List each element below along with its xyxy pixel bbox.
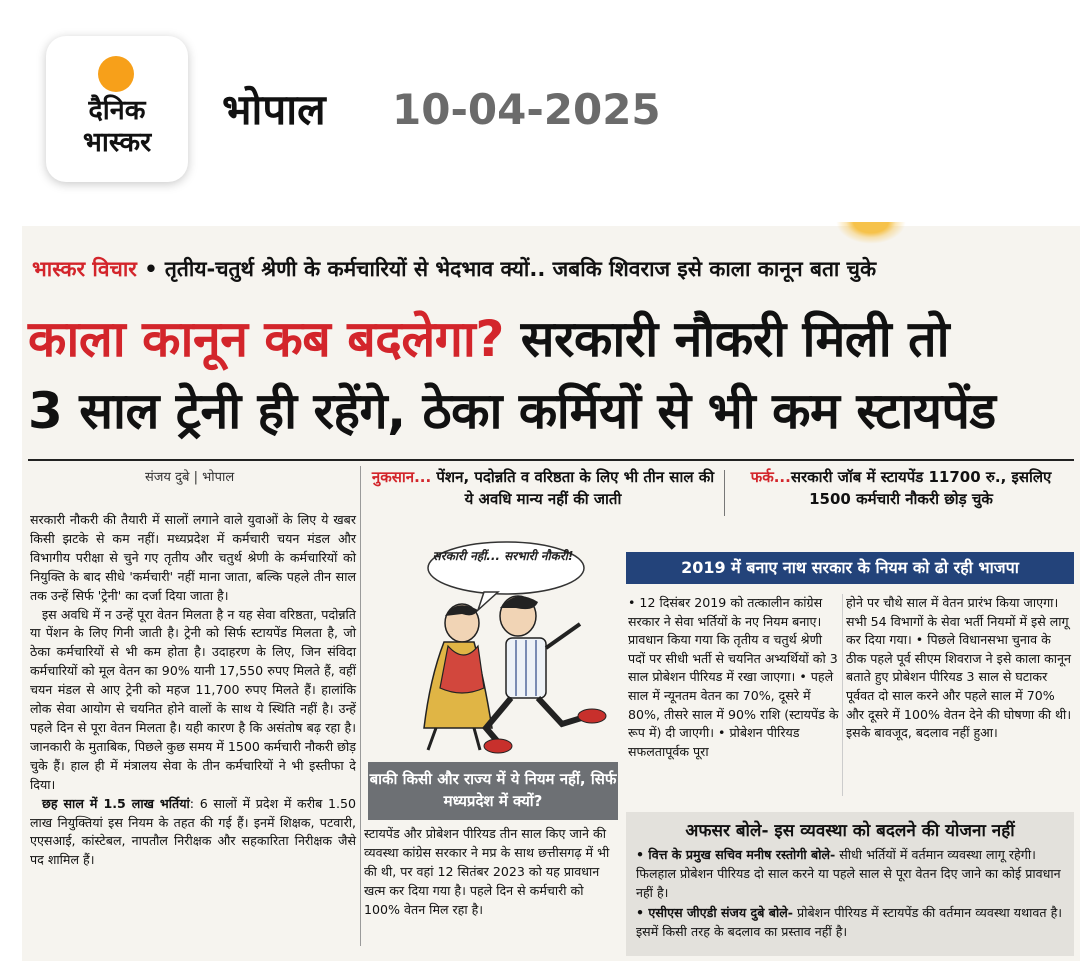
headline-black: सरकारी नौकरी मिली तो	[503, 310, 950, 368]
kicker-text: • तृतीय-चतुर्थ श्रेणी के कर्मचारियों से भेदभाव क्यों.. जबकि शिवराज इसे काला कानून बता चुके	[136, 257, 877, 281]
headline-line2: 3 साल ट्रेनी ही रहेंगे, ठेका कर्मियों से भी कम स्टायपेंड	[28, 382, 996, 440]
box-2019-col2: होने पर चौथे साल में वेतन प्रारंभ किया जाएगा। सभी 54 विभागों के सेवा भर्ती नियमों में इसे लागू कर दिया गया। • पिछले विधानसभा चुनाव के ठीक पहले पूर्व सीएम शिवराज ने इसे काला कानून बताते हुए प्रोबेशन पीरियड 3 साल से घटाकर पूर्ववत दो साल करने और पहले साल में 70% और दूसरे में 100% वेतन देने की घोषणा की थी। इसके बावजूद, बदलाव नहीं हुआ।	[846, 595, 1072, 741]
byline: संजय दुबे | भोपाल	[145, 470, 235, 485]
headline-rule	[28, 459, 1074, 461]
nuksan-text: पेंशन, पदोन्नति व वरिष्ठता के लिए भी तीन साल की ये अवधि मान्य नहीं की जाती	[431, 468, 715, 508]
nuksan-label: नुकसान...	[371, 468, 432, 486]
official-quote	[636, 904, 1066, 942]
edition-date: 10-04-2025	[392, 85, 661, 134]
headline-line1	[28, 308, 949, 370]
fark-kicker	[730, 466, 1072, 510]
official-quote-text: सीधी भर्तियों में वर्तमान व्यवस्था लागू रहेगी। फिलहाल प्रोबेशन पीरियड दो साल करने या पहले साल से पूरा वेतन दिए जाने का कोई प्रावधान नहीं है।	[636, 847, 1061, 900]
box-2019-title: 2019 में बनाए नाथ सरकार के नियम को ढो रही भाजपा	[626, 552, 1074, 584]
gray-question-box: बाकी किसी और राज्य में ये नियम नहीं, सिर्फ मध्यप्रदेश में क्यों?	[368, 762, 618, 820]
officials-box-text	[636, 846, 1066, 944]
logo-text-line1: दैनिक	[88, 95, 146, 126]
column-divider	[360, 466, 361, 946]
cartoon-caption: सरकारी नहीं... सरभारी नौकरी!	[432, 549, 574, 563]
sun-icon	[98, 56, 134, 92]
edition-city: भोपाल	[222, 85, 326, 134]
left-subhead-text: : 6 सालों में प्रदेश में करीब 1.50 लाख नियुक्तियां इस नियम के तहत की गई हैं। इनमें शिक्षक, पटवारी, एएसआई, कांस्टेबल, नापतौल निरीक्षक और सहकारिता निरीक्षक जैसे पद शामिल हैं।	[30, 795, 356, 868]
sun-rays-decoration	[836, 222, 906, 244]
official-quote	[636, 846, 1066, 902]
app-header	[0, 0, 1080, 225]
kicker-divider	[724, 470, 725, 516]
logo-text-line2: भास्कर	[82, 127, 152, 158]
kicker-label: भास्कर विचार	[32, 257, 137, 281]
officials-box-title: अफसर बोले- इस व्यवस्था को बदलने की योजना नहीं	[685, 821, 1015, 841]
fark-text: सरकारी जॉब में स्टायपेंड 11700 रु., इसलिए 1500 कर्मचारी नौकरी छोड़ चुके	[790, 468, 1052, 508]
left-column-text	[30, 511, 356, 870]
official-quote-speaker: • एसीएस जीएडी संजय दुबे बोले-	[636, 905, 794, 921]
box-2019-col1: • 12 दिसंबर 2019 को तत्कालीन कांग्रेस सरकार ने सेवा भर्तियों के नए नियम बनाए। प्रावधान किया गया कि तृतीय व चतुर्थ श्रेणी पदों पर सीधी भर्ती से चयनित अभ्यर्थियों को 3 साल प्रोबेशन पीरियड में रखा जाएगा। • पहले साल में न्यूनतम वेतन का 70%, दूसरे में 80%, तीसरे साल में 90% राशि (स्टायपेंड के रूप में) दी जाएगी। • प्रोबेशन पीरियड सफलतापूर्वक पूरा	[628, 595, 839, 759]
official-quote-text: प्रोबेशन पीरियड में स्टायपेंड की वर्तमान व्यवस्था यथावत है। इसमें किसी तरह के बदलाव का प्रस्ताव नहीं है।	[636, 905, 1063, 940]
left-paragraph-last	[30, 795, 356, 871]
kicker-line	[32, 254, 1072, 284]
nuksan-kicker	[368, 466, 718, 510]
box-2019-divider	[842, 594, 843, 796]
left-paragraph: सरकारी नौकरी की तैयारी में सालों लगाने वाले युवाओं के लिए ये खबर किसी झटके से कम नहीं। मध्यप्रदेश में कर्मचारी चयन मंडल और विभागीय परीक्षा से चुने गए तृतीय और चतुर्थ श्रेणी के कर्मचारियों को नियुक्ति के बाद सीधे 'कर्मचारी' नहीं माना जाता, बल्कि पहले तीन साल तक उन्हें सिर्फ 'ट्रेनी' का दर्जा दिया जाता है।	[30, 512, 356, 603]
left-subhead: छह साल में 1.5 लाख भर्तियां	[42, 795, 190, 811]
official-quote-speaker: • वित्त के प्रमुख सचिव मनीष रस्तोगी बोले-	[636, 847, 836, 862]
dainik-bhaskar-logo[interactable]	[46, 36, 188, 182]
left-paragraph: इस अवधि में न उन्हें पूरा वेतन मिलता है न यह सेवा वरिष्ठता, पदोन्नति या पेंशन के लिए गिनी जाती है। ट्रेनी को सिर्फ स्टायपेंड मिलता है, जो ठेका कर्मचारियों से भी कम होता है। उदाहरण के लिए, जिन संविदा कर्मचारियों को मूल वेतन का 90% यानी 17,550 रुपए मिलते हैं, वहीं चयन मंडल से आए ट्रेनी को महज 11,700 रुपए मिलते हैं। हालांकि लोक सेवा आयोग से चयनित होने वालों के साथ ये स्थिति नहीं है। उन्हें पहले दिन से पूरा वेतन मिलता है। यही कारण है कि असंतोष बढ़ रहा है। जानकारी के मुताबिक, पिछले कुछ समय में 1500 कर्मचारी नौकरी छोड़ चुके हैं। हाल ही में मंत्रालय सेवा के तीन कर्मचारियों ने भी इस्तीफा दे दिया।	[30, 606, 356, 792]
middle-column-text: स्टायपेंड और प्रोबेशन पीरियड तीन साल किए जाने की व्यवस्था कांग्रेस सरकार ने मप्र के साथ छत्तीसगढ़ में भी की थी, पर वहां 12 सितंबर 2023 को यह प्रावधान खत्म कर दिया गया है। पहले दिन से कर्मचारी को 100% वेतन मिल रहा है।	[364, 826, 610, 917]
fark-label: फर्क...	[750, 468, 791, 486]
headline-red: काला कानून कब बदलेगा?	[28, 310, 504, 368]
